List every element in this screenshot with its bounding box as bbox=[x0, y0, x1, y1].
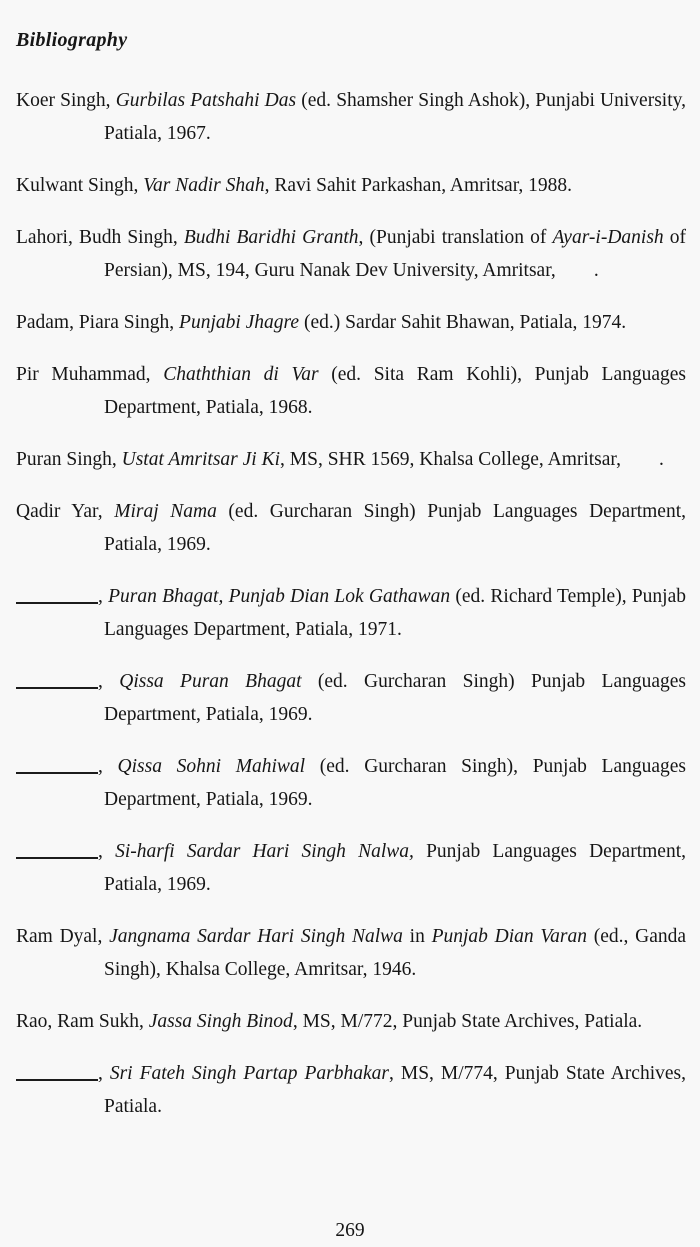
entry-text-segment: Koer Singh, bbox=[16, 90, 116, 111]
entry-title-italic: Punjabi Jhagre bbox=[179, 312, 300, 333]
entry-text-segment: Qadir Yar, bbox=[16, 501, 115, 522]
entry-title-italic: Chaththian di Var bbox=[163, 364, 319, 385]
entry-text-segment: , bbox=[98, 671, 120, 692]
entry-text-segment: in bbox=[402, 926, 432, 947]
bibliography-entry bbox=[16, 169, 686, 202]
entry-text-segment: Ram Dyal, bbox=[16, 926, 110, 947]
bibliography-entry bbox=[16, 835, 686, 901]
bibliography-entry bbox=[16, 306, 686, 339]
same-author-blank-line bbox=[16, 687, 98, 689]
bibliography-entry bbox=[16, 1057, 686, 1123]
bibliography-entry bbox=[16, 920, 686, 986]
same-author-blank-line bbox=[16, 857, 98, 859]
entry-text-segment: , bbox=[98, 1063, 110, 1084]
bibliography-entry bbox=[16, 443, 686, 476]
page-heading: Bibliography bbox=[16, 29, 128, 51]
entry-text-segment: , MS, M/772, Punjab State Archives, Patiala. bbox=[292, 1011, 643, 1032]
bibliography-entry bbox=[16, 1005, 686, 1038]
entry-text-segment: , MS, SHR 1569, Khalsa College, Amritsar, bbox=[280, 449, 622, 470]
entry-text-segment: Rao, Ram Sukh, bbox=[16, 1011, 149, 1032]
same-author-blank-line bbox=[16, 602, 98, 604]
page-number: 269 bbox=[335, 1220, 365, 1241]
entry-text-segment: (ed. Richard Temple), Punjab Languages Department, Patiala, 1971. bbox=[104, 586, 686, 640]
entry-title-italic: Ustat Amritsar Ji Ki bbox=[121, 449, 281, 470]
entry-text-segment: of Persian), MS, 194, Guru Nanak Dev University, Amritsar, bbox=[104, 227, 687, 281]
same-author-blank-line bbox=[16, 1079, 98, 1081]
entry-text-segment: Punjab Languages Department, Patiala, 1969. bbox=[104, 841, 686, 895]
entry-text-segment: (ed. Gurcharan Singh) Punjab Languages Department, Patiala, 1969. bbox=[104, 501, 686, 555]
bibliography-entry bbox=[16, 84, 686, 150]
entry-title-italic: Qissa Puran Bhagat bbox=[119, 671, 302, 692]
same-author-blank-line bbox=[16, 772, 98, 774]
entry-text-segment: . bbox=[659, 449, 664, 470]
entry-title-italic: Jangnama Sardar Hari Singh Nalwa bbox=[109, 926, 403, 947]
bibliography-entry bbox=[16, 665, 686, 731]
entry-text-segment: (ed. Gurcharan Singh) Punjab Languages Department, Patiala, 1969. bbox=[104, 671, 686, 725]
entry-title-italic: Punjab Dian Varan bbox=[431, 926, 587, 947]
entry-title-italic: Sri Fateh Singh Partap Parbhakar bbox=[109, 1063, 390, 1084]
entry-title-italic: Gurbilas Patshahi Das bbox=[115, 90, 297, 111]
entry-title-italic: Var Nadir Shah bbox=[143, 175, 265, 196]
entry-title-italic: Miraj Nama bbox=[114, 501, 217, 522]
entry-text-segment: Puran Singh, bbox=[16, 449, 122, 470]
bibliography-entry bbox=[16, 495, 686, 561]
entry-title-italic: Jassa Singh Binod bbox=[148, 1011, 293, 1032]
entry-text-segment: Padam, Piara Singh, bbox=[16, 312, 180, 333]
entry-text-segment: , bbox=[98, 586, 109, 607]
entry-title-italic: Qissa Sohni Mahiwal bbox=[117, 756, 306, 777]
bibliography-entry bbox=[16, 580, 686, 646]
entry-text-segment: Pir Muhammad, bbox=[16, 364, 164, 385]
entry-text-segment: Kulwant Singh, bbox=[16, 175, 144, 196]
entry-text-segment: , Ravi Sahit Parkashan, Amritsar, 1988. bbox=[264, 175, 573, 196]
entry-text-segment: . bbox=[593, 260, 599, 281]
entry-text-segment: (ed. Sita Ram Kohli), Punjab Languages Department, Patiala, 1968. bbox=[104, 364, 686, 418]
entry-text-segment: (ed. Gurcharan Singh), Punjab Languages Department, Patiala, 1969. bbox=[104, 756, 687, 810]
entry-text-segment: , bbox=[98, 841, 116, 862]
bibliography-entry bbox=[16, 221, 686, 287]
entry-text-segment: Lahori, Budh Singh, bbox=[16, 227, 184, 248]
entry-text-segment: , bbox=[98, 756, 118, 777]
bibliography-entries bbox=[16, 84, 686, 1123]
entry-text-segment: , MS, M/774, Punjab State Archives, Patiala. bbox=[104, 1063, 686, 1117]
bibliography-entry bbox=[16, 750, 686, 816]
entry-title-italic: Ayar-i-Danish bbox=[552, 227, 664, 248]
entry-text-segment: (ed.) Sardar Sahit Bhawan, Patiala, 1974. bbox=[299, 312, 627, 333]
bibliography-entry bbox=[16, 358, 686, 424]
entry-text-segment: (ed., Ganda Singh), Khalsa College, Amritsar, 1946. bbox=[104, 926, 687, 980]
entry-title-italic: Si-harfi Sardar Hari Singh Nalwa, bbox=[115, 841, 414, 862]
entry-text-segment: , (Punjabi translation of bbox=[358, 227, 553, 248]
entry-title-italic: Budhi Baridhi Granth bbox=[183, 227, 359, 248]
entry-text-segment: (ed. Shamsher Singh Ashok), Punjabi University, Patiala, 1967. bbox=[104, 90, 686, 144]
entry-title-italic: Puran Bhagat, Punjab Dian Lok Gathawan bbox=[108, 586, 451, 607]
